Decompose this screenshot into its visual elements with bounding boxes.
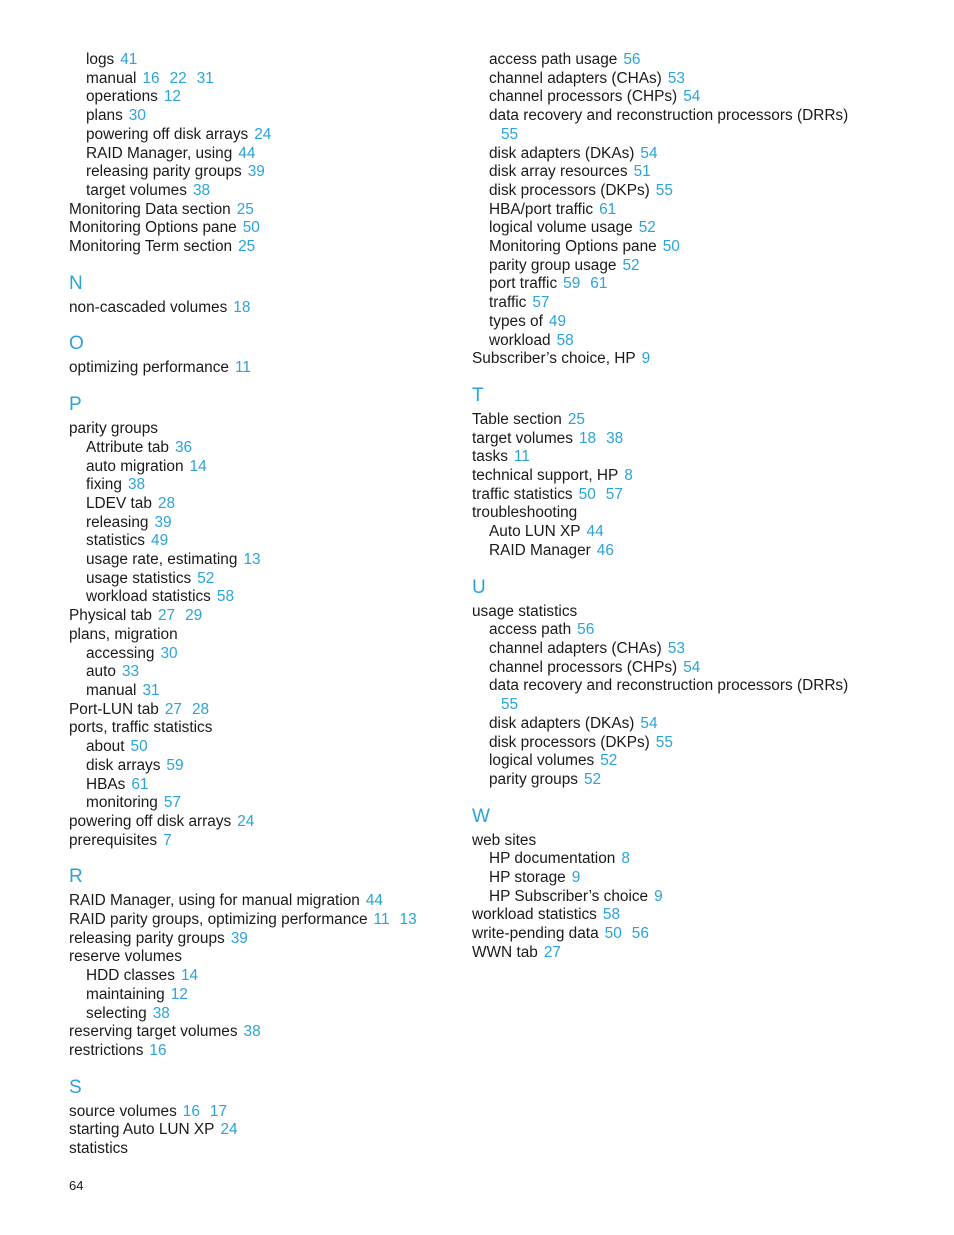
page-link[interactable]: 58 (556, 331, 574, 349)
index-subentry (69, 182, 469, 201)
index-entry (69, 299, 469, 318)
index-entry (69, 930, 469, 949)
page-link[interactable]: 27 (164, 700, 182, 718)
index-subentry (472, 621, 852, 640)
index-term: about (86, 738, 125, 756)
page-link[interactable]: 36 (175, 438, 193, 456)
index-entry (69, 607, 469, 626)
index-entry (472, 448, 852, 467)
index-entry (472, 944, 852, 963)
page-link[interactable]: 22 (169, 69, 187, 87)
index-subentry (472, 238, 852, 257)
index-term: data recovery and reconstruction processors (DRRs) (489, 677, 849, 695)
page-link[interactable]: 55 (501, 696, 519, 714)
index-section-letter: O (69, 333, 84, 355)
page-link[interactable]: 16 (182, 1102, 200, 1120)
page-link[interactable]: 31 (196, 69, 214, 87)
index-term: manual (86, 69, 137, 87)
index-term: troubleshooting (472, 504, 578, 522)
page-link[interactable]: 59 (166, 756, 184, 774)
index-term: releasing parity groups (86, 163, 242, 181)
index-section-letter: P (69, 394, 82, 416)
index-entry (472, 504, 852, 523)
index-subentry (472, 659, 852, 678)
index-term: workload (489, 331, 551, 349)
page-link[interactable]: 39 (154, 513, 172, 531)
index-subentry (69, 514, 469, 533)
page-link[interactable]: 29 (185, 607, 203, 625)
index-subentry (69, 107, 469, 126)
index-section-letter: U (472, 576, 486, 598)
page-link[interactable]: 41 (120, 51, 138, 68)
index-term: RAID Manager, using for manual migration (69, 892, 360, 910)
index-subentry (69, 439, 469, 458)
index-term: restrictions (69, 1041, 144, 1059)
index-term: logs (86, 51, 115, 68)
index-entry (472, 486, 852, 505)
index-subentry (69, 645, 469, 664)
index-column-right (472, 51, 852, 963)
page-link[interactable]: 28 (191, 700, 210, 718)
index-term: operations (86, 88, 158, 106)
page-link[interactable]: 54 (640, 144, 658, 162)
index-term: traffic statistics (472, 485, 573, 503)
index-term: parity group usage (489, 256, 617, 274)
page-link[interactable]: 44 (365, 892, 383, 910)
index-subentry (472, 145, 852, 164)
page-link[interactable]: 16 (149, 1041, 167, 1059)
index-entry (69, 813, 469, 832)
index-subentry (472, 201, 852, 220)
index-entry (472, 430, 852, 449)
page-link[interactable]: 50 (662, 238, 680, 256)
page-link[interactable]: 13 (399, 911, 417, 929)
index-term: target volumes (472, 429, 573, 447)
index-entry (69, 1140, 469, 1159)
index-entry (472, 467, 852, 486)
page-link[interactable]: 25 (236, 200, 254, 218)
index-subentry (472, 542, 852, 561)
page-link[interactable]: 49 (151, 532, 169, 550)
index-term: disk processors (DKPs) (489, 733, 650, 751)
index-subentry (472, 771, 852, 790)
index-term: Monitoring Options pane (69, 219, 237, 237)
page-number: 64 (69, 1178, 84, 1193)
page-link[interactable]: 27 (543, 943, 561, 961)
page-link[interactable]: 12 (163, 88, 181, 106)
page-link[interactable]: 7 (163, 831, 172, 849)
index-term: web sites (472, 831, 537, 849)
page-link[interactable]: 52 (197, 569, 215, 587)
index-term: HP storage (489, 869, 566, 887)
index-section-letter: S (69, 1076, 82, 1098)
index-subentry (69, 551, 469, 570)
index-term: technical support, HP (472, 467, 619, 485)
page-link[interactable]: 61 (590, 275, 608, 293)
page-link[interactable]: 58 (216, 588, 235, 606)
index-subentry (472, 294, 852, 313)
index-subentry (69, 967, 469, 986)
index-term: Monitoring Options pane (489, 238, 657, 256)
index-term: HBA/port traffic (489, 200, 594, 218)
index-term: write-pending data (472, 925, 599, 943)
page-link[interactable]: 54 (640, 714, 658, 732)
index-entry (69, 201, 469, 220)
page-link[interactable]: 56 (623, 51, 641, 68)
page-link[interactable]: 14 (189, 457, 207, 475)
index-entry (472, 350, 852, 369)
index-term: Monitoring Term section (69, 238, 233, 256)
index-subentry (69, 986, 469, 1005)
page-link[interactable]: 8 (624, 467, 633, 485)
page-link[interactable]: 52 (622, 256, 640, 274)
index-term: releasing (86, 513, 149, 531)
page-link[interactable]: 16 (142, 69, 160, 87)
index-term: target volumes (86, 181, 187, 199)
index-subentry (472, 313, 852, 332)
page-link[interactable]: 55 (655, 181, 673, 199)
index-term: maintaining (86, 985, 165, 1003)
index-subentry (69, 757, 469, 776)
index-term: usage statistics (86, 569, 192, 587)
index-subentry (69, 476, 469, 495)
index-term: Port-LUN tab (69, 700, 159, 718)
index-subentry (472, 163, 852, 182)
index-entry (69, 420, 469, 439)
page-link[interactable]: 11 (373, 911, 390, 929)
index-subentry (472, 734, 852, 753)
page-link[interactable]: 24 (254, 125, 272, 143)
page-link[interactable]: 38 (606, 429, 624, 447)
page-link[interactable]: 50 (578, 485, 596, 503)
index-term: accessing (86, 644, 155, 662)
index-term: workload statistics (86, 588, 211, 606)
index-term: types of (489, 312, 543, 330)
index-subentry (69, 70, 469, 89)
page-link[interactable]: 52 (583, 770, 602, 788)
index-term: HBAs (86, 775, 126, 793)
page-link[interactable]: 54 (683, 88, 701, 106)
index-term: RAID parity groups, optimizing performance (69, 911, 368, 929)
index-subentry (69, 145, 469, 164)
index-term: parity groups (69, 420, 158, 438)
page-link[interactable]: 38 (152, 1004, 170, 1022)
index-subentry (69, 532, 469, 551)
page-link[interactable]: 17 (209, 1102, 228, 1120)
index-term: reserving target volumes (69, 1023, 238, 1041)
index-subentry (69, 51, 469, 70)
index-term: statistics (69, 1140, 129, 1158)
page-link[interactable]: 57 (163, 794, 181, 812)
index-term: HP documentation (489, 850, 616, 868)
index-term: channel adapters (CHAs) (489, 639, 662, 657)
index-subentry (472, 850, 852, 869)
page-link[interactable]: 44 (586, 523, 604, 541)
index-section-letter: R (69, 866, 83, 888)
page-link[interactable]: 61 (131, 775, 149, 793)
page-link[interactable]: 31 (142, 681, 160, 699)
index-entry (69, 626, 469, 645)
index-term: optimizing performance (69, 359, 229, 377)
index-column-left (69, 51, 469, 1159)
index-entry (69, 892, 469, 911)
page-link[interactable]: 25 (238, 238, 256, 256)
page-link[interactable]: 9 (571, 869, 581, 887)
page-link[interactable]: 61 (599, 200, 617, 218)
index-term: disk processors (DKPs) (489, 181, 650, 199)
index-term: traffic (489, 294, 527, 312)
index-term: data recovery and reconstruction processors (DRRs) (489, 107, 849, 125)
page-link[interactable]: 25 (567, 410, 585, 428)
page-link[interactable]: 11 (234, 359, 251, 377)
index-subentry (472, 869, 852, 888)
index-term: workload statistics (472, 906, 597, 924)
page-link[interactable]: 30 (160, 644, 178, 662)
index-subentry (69, 1005, 469, 1024)
page-link[interactable]: 51 (633, 163, 651, 181)
page-link[interactable]: 24 (237, 812, 255, 830)
index-term: Subscriber’s choice, HP (472, 350, 636, 368)
index-term: HDD classes (86, 967, 175, 985)
index-subentry (472, 88, 852, 107)
page-link[interactable]: 50 (130, 738, 148, 756)
index-subentry (472, 275, 852, 294)
index-term: WWN tab (472, 943, 538, 961)
index-term: disk adapters (DKAs) (489, 714, 635, 732)
page-link[interactable]: 55 (501, 125, 519, 143)
index-entry (472, 906, 852, 925)
page-link[interactable]: 11 (513, 448, 530, 466)
index-subentry (69, 163, 469, 182)
index-term: disk arrays (86, 756, 161, 774)
index-entry (69, 948, 469, 967)
index-term: disk adapters (DKAs) (489, 144, 635, 162)
index-entry (69, 832, 469, 851)
page-link[interactable]: 56 (631, 925, 649, 943)
page-link[interactable]: 57 (532, 294, 550, 312)
index-term: prerequisites (69, 831, 158, 849)
index-term: powering off disk arrays (69, 812, 232, 830)
index-term: powering off disk arrays (86, 125, 249, 143)
index-entry (69, 219, 469, 238)
index-section-letter: N (69, 272, 83, 294)
index-entry (69, 1103, 469, 1122)
index-subentry (69, 588, 469, 607)
page-link[interactable]: 12 (170, 985, 188, 1003)
index-subentry (69, 88, 469, 107)
index-term: starting Auto LUN XP (69, 1121, 215, 1139)
index-subentry (69, 570, 469, 589)
index-term: statistics (86, 532, 146, 550)
page-link[interactable]: 27 (157, 607, 176, 625)
index-section-letter: W (472, 805, 490, 827)
index-term: RAID Manager, using (86, 144, 233, 162)
index-term: HP Subscriber’s choice (489, 887, 649, 905)
index-subentry (472, 332, 852, 351)
index-term: ports, traffic statistics (69, 719, 213, 737)
index-subentry (472, 219, 852, 238)
page-link[interactable]: 18 (578, 429, 597, 447)
index-entry (69, 1023, 469, 1042)
index-term: usage rate, estimating (86, 551, 238, 569)
index-term: Monitoring Data section (69, 200, 231, 218)
index-subentry (472, 126, 852, 145)
index-subentry (472, 677, 852, 696)
index-term: Auto LUN XP (489, 523, 581, 541)
index-term: logical volume usage (489, 219, 633, 237)
page-link[interactable]: 39 (230, 929, 248, 947)
index-subentry (472, 715, 852, 734)
index-term: access path usage (489, 51, 618, 68)
index-subentry (69, 495, 469, 514)
index-entry (472, 411, 852, 430)
index-term: auto (86, 663, 116, 681)
index-term: channel processors (CHPs) (489, 658, 678, 676)
index-term: disk array resources (489, 163, 628, 181)
index-term: port traffic (489, 275, 558, 293)
page-link[interactable]: 14 (180, 967, 199, 985)
page-link[interactable]: 55 (655, 733, 673, 751)
page-link[interactable]: 49 (548, 312, 567, 330)
page-link[interactable]: 54 (683, 658, 701, 676)
index-entry (69, 701, 469, 720)
index-term: channel adapters (CHAs) (489, 69, 662, 87)
page-link[interactable]: 57 (605, 485, 623, 503)
page-link[interactable]: 18 (233, 298, 251, 316)
index-subentry (472, 70, 852, 89)
index-term: non-cascaded volumes (69, 298, 228, 316)
index-subentry (472, 640, 852, 659)
index-subentry (69, 126, 469, 145)
page-link[interactable]: 33 (121, 663, 140, 681)
index-subentry (472, 257, 852, 276)
index-subentry (472, 752, 852, 771)
page-link[interactable]: 28 (157, 494, 176, 512)
page-link[interactable]: 24 (220, 1121, 238, 1139)
index-entry (69, 911, 469, 930)
index-entry (69, 719, 469, 738)
page-link[interactable]: 52 (600, 752, 618, 770)
index-entry (69, 238, 469, 257)
page-link[interactable]: 50 (242, 219, 260, 237)
index-subentry (472, 888, 852, 907)
index-subentry (472, 107, 852, 126)
index-entry (472, 925, 852, 944)
page-link[interactable]: 13 (243, 551, 261, 569)
page-link[interactable]: 9 (641, 350, 651, 368)
index-term: usage statistics (472, 602, 578, 620)
page-link[interactable]: 30 (128, 107, 146, 125)
page-link[interactable]: 50 (604, 925, 622, 943)
page-link[interactable]: 46 (596, 541, 614, 559)
index-entry (472, 603, 852, 622)
index-term: parity groups (489, 770, 578, 788)
index-subentry (69, 458, 469, 477)
index-subentry (69, 738, 469, 757)
index-term: Table section (472, 410, 562, 428)
index-subentry (69, 776, 469, 795)
index-subentry (472, 523, 852, 542)
page-link[interactable]: 9 (654, 887, 663, 905)
index-term: Physical tab (69, 607, 152, 625)
index-entry (69, 359, 469, 378)
index-term: monitoring (86, 794, 158, 812)
page-link[interactable]: 56 (577, 621, 595, 639)
index-section-letter: T (472, 384, 484, 406)
index-term: auto migration (86, 457, 184, 475)
page-link[interactable]: 53 (667, 639, 685, 657)
index-term: plans (86, 107, 123, 125)
index-term: access path (489, 621, 572, 639)
index-term: fixing (86, 476, 122, 494)
index-term: manual (86, 681, 137, 699)
index-term: channel processors (CHPs) (489, 88, 678, 106)
index-term: reserve volumes (69, 948, 182, 966)
index-subentry (69, 682, 469, 701)
page-link[interactable]: 59 (563, 275, 581, 293)
index-entry (472, 832, 852, 851)
index-term: selecting (86, 1004, 147, 1022)
page-link[interactable]: 38 (243, 1023, 261, 1041)
index-subentry (69, 663, 469, 682)
page-link[interactable]: 38 (127, 476, 146, 494)
index-term: RAID Manager (489, 541, 591, 559)
index-term: releasing parity groups (69, 929, 225, 947)
index-term: logical volumes (489, 752, 595, 770)
index-subentry (472, 182, 852, 201)
index-subentry (69, 794, 469, 813)
index-term: plans, migration (69, 625, 178, 643)
page-link[interactable]: 53 (667, 69, 685, 87)
page-link[interactable]: 52 (638, 219, 656, 237)
page-link[interactable]: 8 (621, 850, 630, 868)
index-term: source volumes (69, 1102, 177, 1120)
index-entry (69, 1121, 469, 1140)
index-subentry (472, 51, 852, 70)
index-entry (69, 1042, 469, 1061)
page-link[interactable]: 39 (247, 163, 265, 181)
page-link[interactable]: 58 (602, 906, 621, 924)
page-link[interactable]: 38 (192, 181, 211, 199)
index-term: Attribute tab (86, 438, 169, 456)
index-subentry (472, 696, 852, 715)
index-term: LDEV tab (86, 494, 152, 512)
index-term: tasks (472, 448, 508, 466)
page-link[interactable]: 44 (238, 144, 256, 162)
